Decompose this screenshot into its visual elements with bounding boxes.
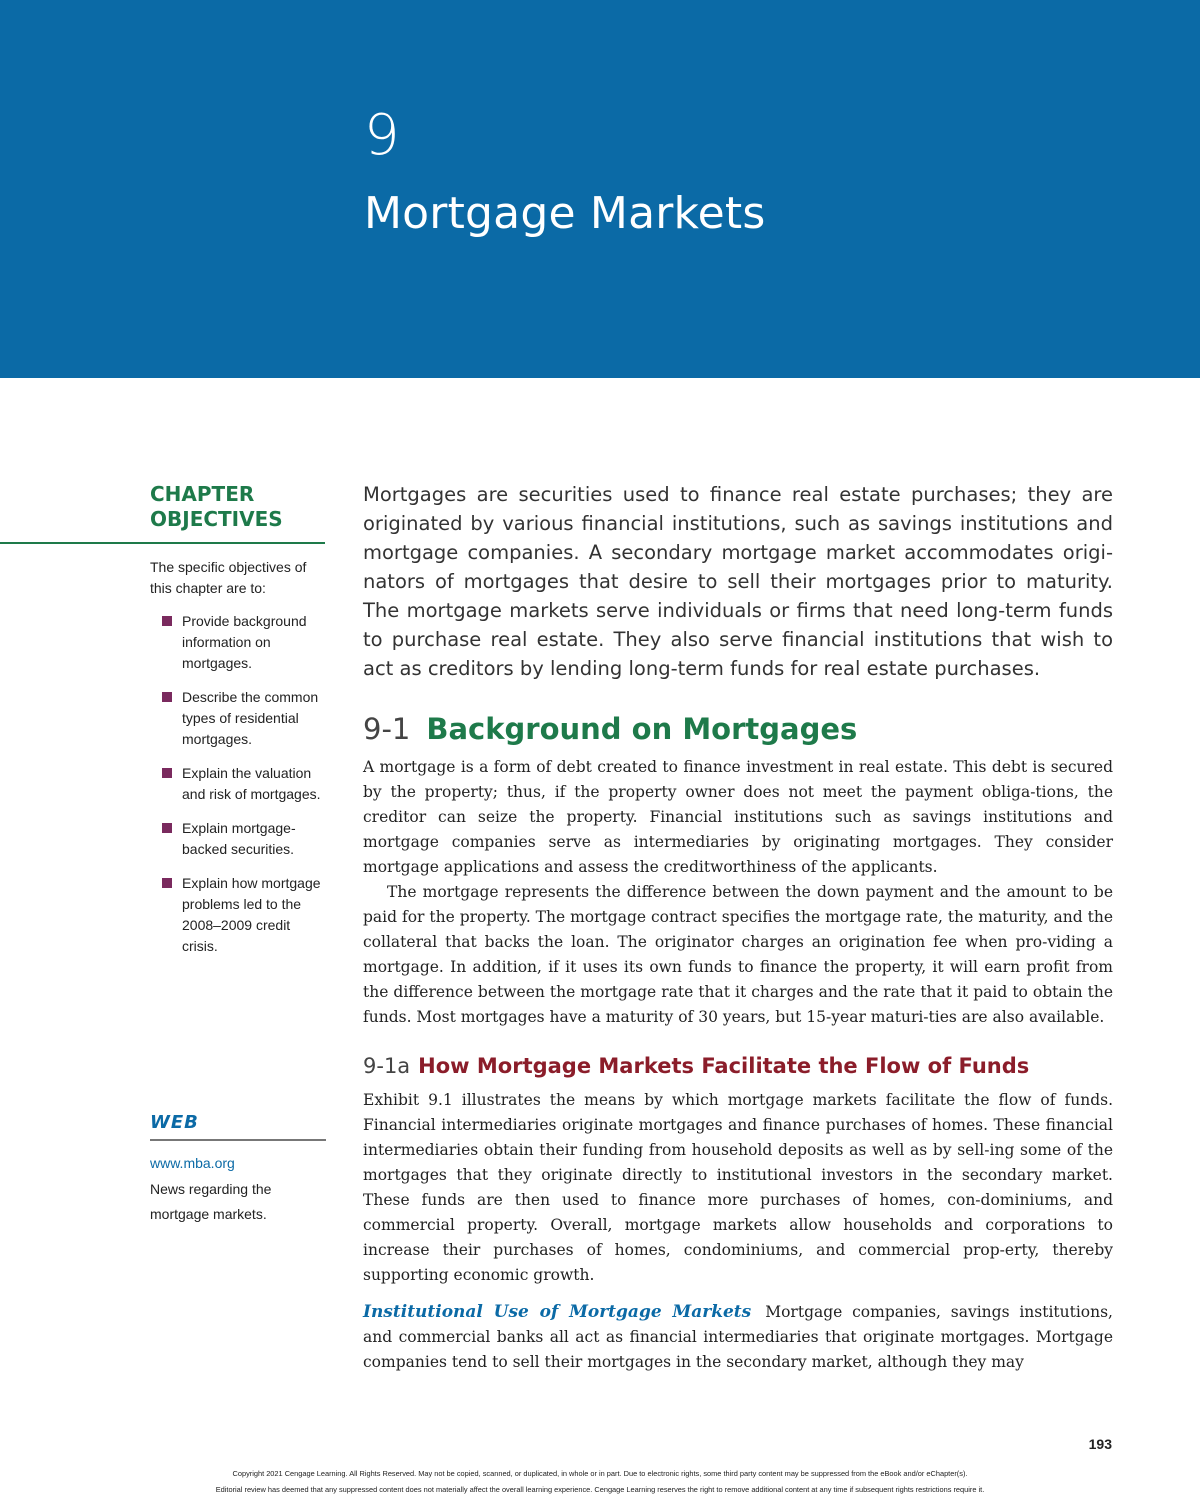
subsection-title: How Mortgage Markets Facilitate the Flow of Funds xyxy=(418,1054,1030,1078)
chapter-intro: Mortgages are securities used to finance real estate purchases; they are originated by various financial institutions, such as savings institutions and mortgage companies. A secondary mortgage market accommodates origi-nators of mortgages that desire to sell their mortgages prior to maturity. The mortgage markets serve individuals or firms that need long-term funds to purchase real estate. They also serve financial institutions that wish to act as creditors by lending long-term funds for real estate purchases. xyxy=(363,483,1113,680)
section-heading xyxy=(363,711,1113,747)
square-bullet-icon xyxy=(162,692,172,702)
runin-text: Mortgage companies, savings institutions, and commercial banks all act as financial intermediaries that originate mortgages. Mortgage companies tend to sell their mortgages in the secondary market, although they may xyxy=(363,1303,1113,1371)
objective-item xyxy=(162,763,327,805)
objective-item xyxy=(162,818,327,860)
chapter-banner xyxy=(0,0,1200,378)
subsection-number: 9-1a xyxy=(363,1054,411,1078)
section-number: 9-1 xyxy=(363,712,411,746)
square-bullet-icon xyxy=(162,878,172,888)
main-content xyxy=(363,480,1113,1375)
runin-paragraph xyxy=(363,1300,1113,1375)
web-divider xyxy=(150,1139,326,1141)
page-number: 193 xyxy=(1088,1436,1112,1452)
objective-item xyxy=(162,873,327,957)
copyright-line: Editorial review has deemed that any suppressed content does not materially affect the overall learning experience. Cengage Learning reserves the right to remove additional content at any time if subsequent rights restrictions require it. xyxy=(215,1485,985,1494)
objective-text: Provide background information on mortgages. xyxy=(182,613,307,671)
copyright-line: Copyright 2021 Cengage Learning. All Rights Reserved. May not be copied, scanned, or duplicated, in whole or in part. Due to electronic rights, some third party content may be suppressed from the eBook and/or eChapter(s). xyxy=(232,1469,968,1478)
square-bullet-icon xyxy=(162,823,172,833)
body-paragraph: Exhibit 9.1 illustrates the means by which mortgage markets facilitate the flow of funds. Financial intermediaries originate mortgages and finance purchases of homes. These financial intermediaries obtain their funding from household deposits as well as by sell-ing some of the mortgages that they originate directly to institutional investors in the secondary market. These funds are then used to finance more purchases of homes, con-dominiums, and commercial property. Overall, mortgage markets allow households and corporations to increase their purchases of homes, condominiums, and commercial prop-erty, thereby supporting economic growth. xyxy=(363,1091,1113,1284)
objectives-divider xyxy=(0,542,325,544)
objectives-heading: CHAPTER OBJECTIVES xyxy=(150,482,283,531)
web-link[interactable]: www.mba.org xyxy=(150,1155,235,1171)
body-paragraph: The mortgage represents the difference between the down payment and the amount to be paid for the property. The mortgage contract specifies the mortgage rate, the maturity, and the collateral that backs the loan. The originator charges an origination fee when pro-viding a mortgage. In addition, if it uses its own funds to finance the property, it will earn profit from the difference between the mortgage rate that it charges and the rate that it paid to obtain the funds. Most mortgages have a maturity of 30 years, but 15-year maturi-ties are also available. xyxy=(363,883,1113,1026)
square-bullet-icon xyxy=(162,768,172,778)
web-sidebar xyxy=(150,1112,326,1227)
objective-item xyxy=(162,687,327,750)
section-title: Background on Mortgages xyxy=(426,712,858,746)
subsection-heading xyxy=(363,1052,1113,1080)
web-heading: WEB xyxy=(150,1112,199,1133)
objective-text: Explain how mortgage problems led to the 2008–2009 credit crisis. xyxy=(182,875,321,954)
objective-text: Explain the valuation and risk of mortgages. xyxy=(182,765,321,802)
objective-text: Explain mortgage-backed securities. xyxy=(182,820,296,857)
chapter-title: Mortgage Markets xyxy=(364,188,766,239)
objective-text: Describe the common types of residential mortgages. xyxy=(182,689,319,747)
square-bullet-icon xyxy=(162,616,172,626)
objectives-list xyxy=(162,611,327,957)
web-description: News regarding the mortgage markets. xyxy=(150,1181,272,1222)
objective-item xyxy=(162,611,327,674)
objectives-intro: The specific objectives of this chapter are to: xyxy=(150,559,307,596)
body-paragraph: A mortgage is a form of debt created to finance investment in real estate. This debt is secured by the property; thus, if the property owner does not meet the payment obliga-tions, the creditor can seize the property. Financial institutions such as savings institutions and mortgage companies serve as intermediaries by originating mortgages. They consider mortgage applications and assess the creditworthiness of the applicants. xyxy=(363,758,1113,876)
runin-heading: Institutional Use of Mortgage Markets xyxy=(363,1302,752,1322)
copyright-notice xyxy=(110,1466,1090,1498)
sidebar xyxy=(0,482,330,970)
chapter-number: 9 xyxy=(364,103,400,168)
